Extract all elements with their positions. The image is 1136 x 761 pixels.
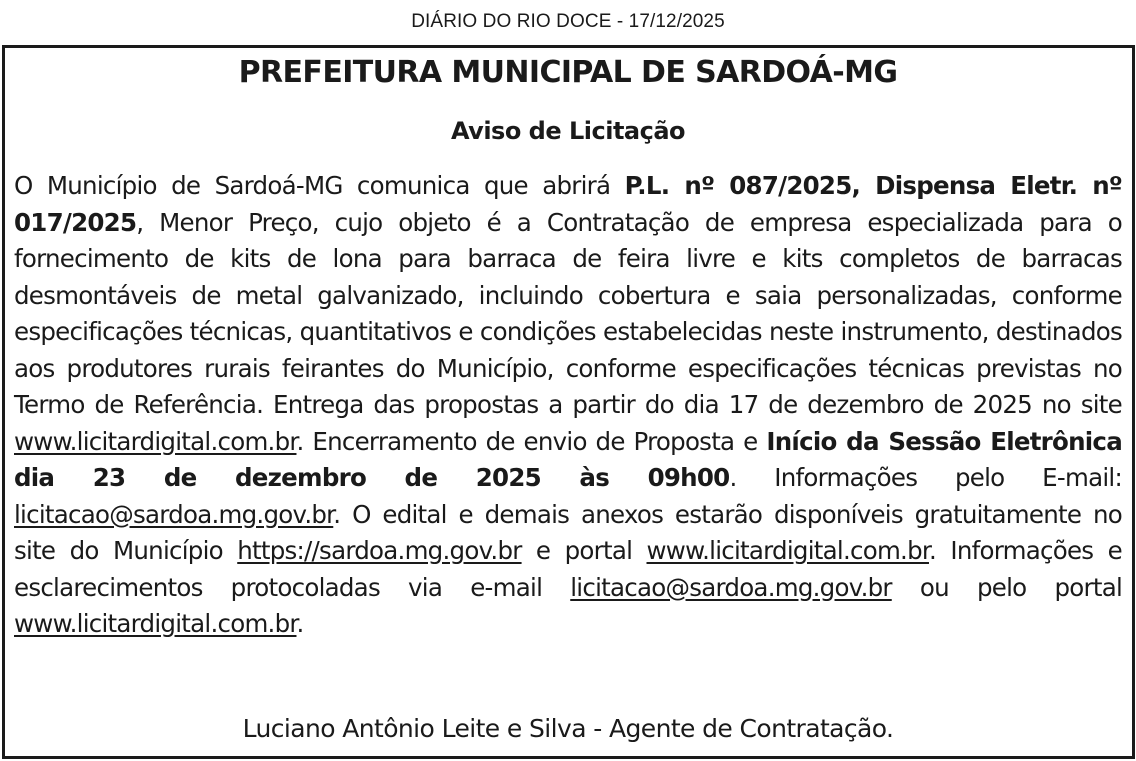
- licitardigital-link[interactable]: www.licitardigital.com.br: [14, 609, 297, 638]
- email-link[interactable]: licitacao@sardoa.mg.gov.br: [14, 499, 334, 529]
- body-text-segment: . O edital e demais anexos estarão disponíveis gratuitamente no site do Município: [14, 499, 1122, 565]
- body-text-segment: , Menor Preço, cujo objeto é a Contratação de empresa especializada para o fornecimento de kits de lona para barraca de feira livre e kits completos de barracas desmontáveis de metal galvanizado, incluindo cobertura e saia personalizadas, conforme especificações técnicas, quantitativos e condições estabelecidas neste instrumento, destinados aos produtores rurais feirantes do Município, conforme especificações técnicas previstas no Termo de Referência. Entrega das propostas a partir do dia 17 de dezembro de 2025 no site: [14, 207, 1122, 419]
- body-text-segment: ou pelo portal: [891, 572, 1123, 602]
- notice-subtitle: Aviso de Licitação: [450, 117, 686, 145]
- licitardigital-link[interactable]: www.licitardigital.com.br: [646, 536, 929, 565]
- notice-body: [14, 168, 1122, 643]
- municipality-site-link[interactable]: https://sardoa.mg.gov.br: [237, 536, 522, 565]
- licitardigital-link[interactable]: www.licitardigital.com.br: [14, 426, 297, 456]
- email-link[interactable]: licitacao@sardoa.mg.gov.br: [570, 572, 892, 602]
- notice-title: PREFEITURA MUNICIPAL DE SARDOÁ-MG: [238, 55, 898, 90]
- body-text-segment: . Informações e esclarecimentos protocoladas via e-mail: [14, 536, 1122, 602]
- session-date: Início da Sessão Eletrônica dia 23 de dezembro de 2025 às 09h00: [14, 426, 1122, 492]
- body-text-segment: e portal: [521, 536, 647, 565]
- body-text-segment: . Informações pelo E-mail:: [729, 463, 1122, 492]
- body-text-segment: O Município de Sardoá-MG comunica que abrirá: [14, 171, 625, 200]
- signature-line: Luciano Antônio Leite e Silva - Agente de Contratação.: [242, 714, 894, 743]
- process-number: P.L. nº 087/2025, Dispensa Eletr. nº 017/2025: [14, 171, 1122, 237]
- newspaper-header: DIÁRIO DO RIO DOCE - 17/12/2025: [411, 11, 725, 32]
- body-text-segment: .: [296, 609, 304, 638]
- body-text-segment: . Encerramento de envio de Proposta e: [296, 426, 767, 456]
